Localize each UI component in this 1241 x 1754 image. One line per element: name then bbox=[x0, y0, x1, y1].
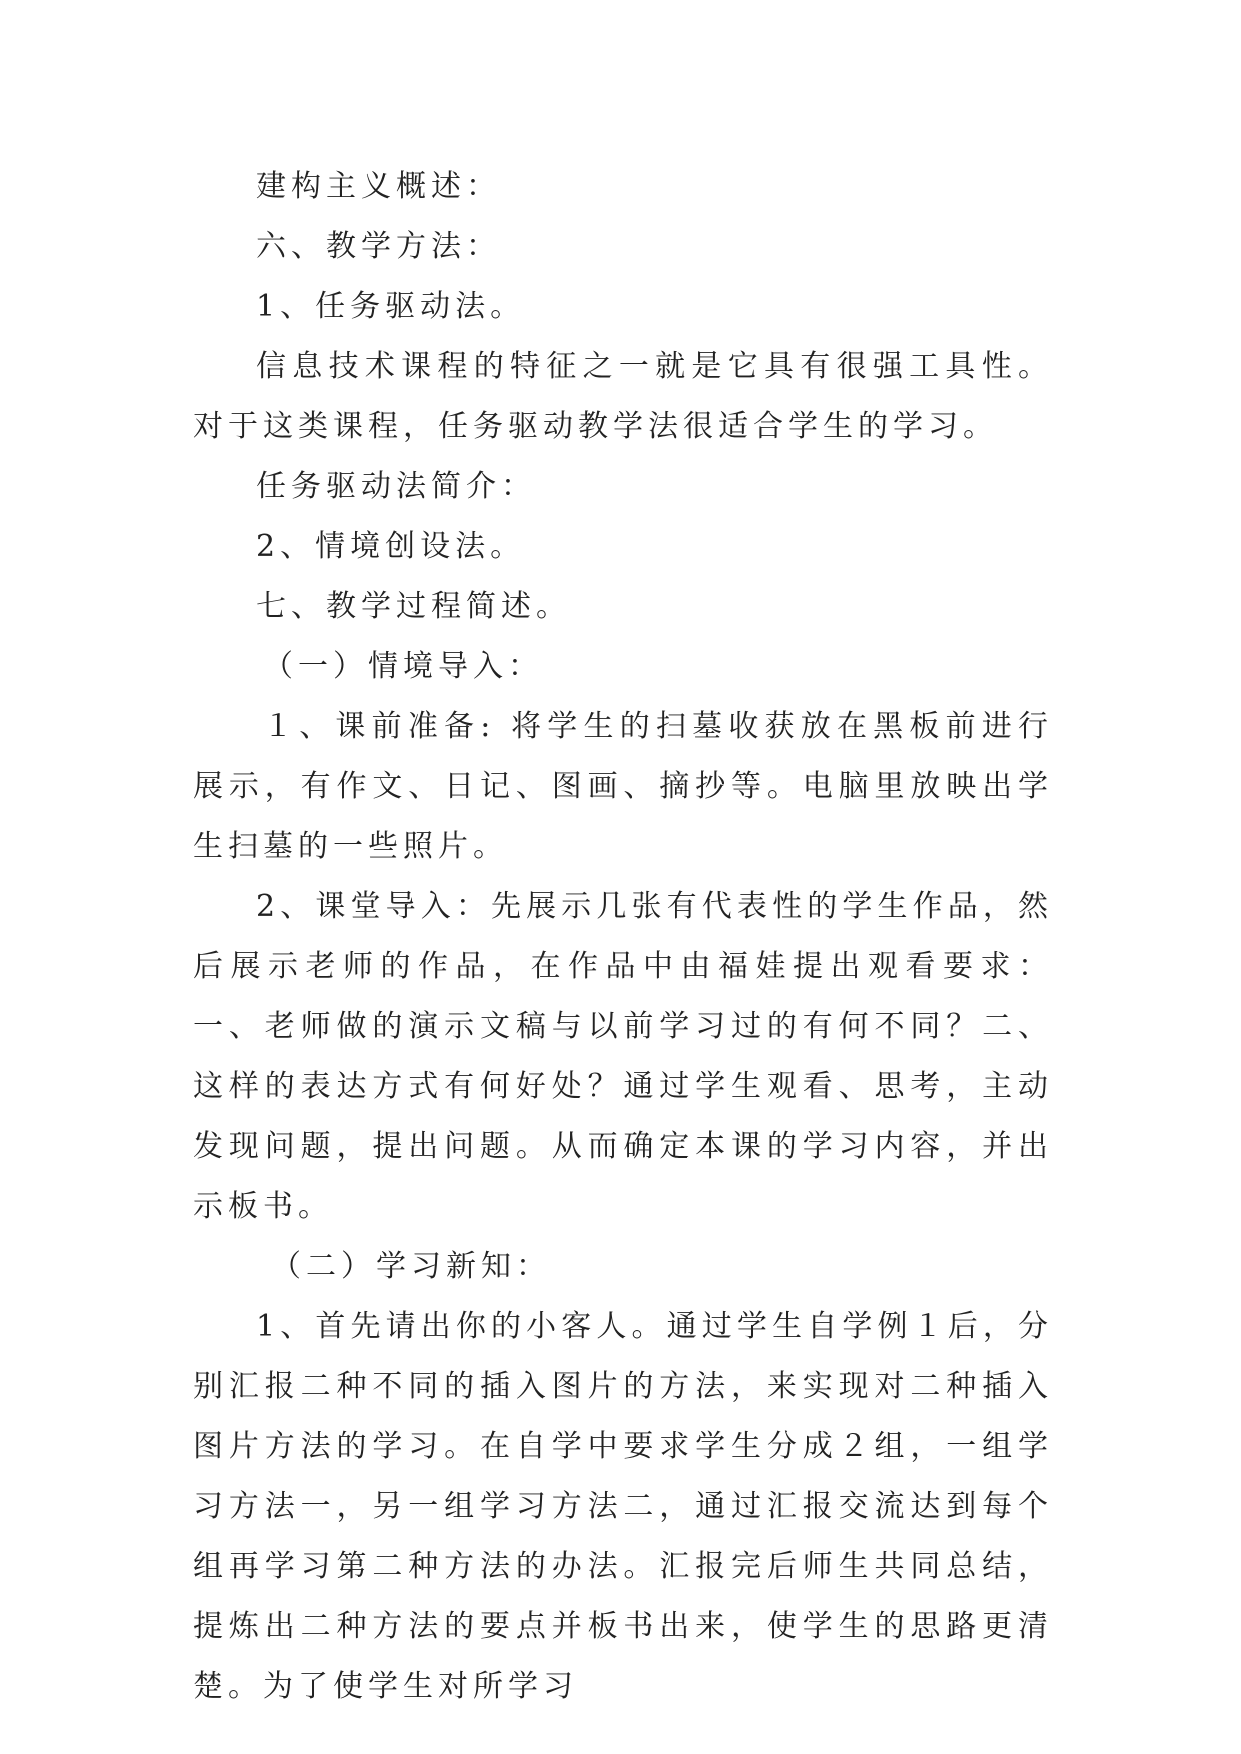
paragraph-it-course-feature: 信息技术课程的特征之一就是它具有很强工具性。对于这类课程，任务驱动教学法很适合学生的学习。 bbox=[193, 349, 1053, 444]
paragraph-first-guest: 1、首先请出你的小客人。通过学生自学例１后，分别汇报二种不同的插入图片的方法，来实现对二种插入图片方法的学习。在自学中要求学生分成２组，一组学习方法一，另一组学习方法二，通过汇报交流达到每个组再学习第二种方法的办法。汇报完后师生共同总结，提炼出二种方法的要点并板书出来，使学生的思路更清楚。为了使学生对所学习 bbox=[193, 1309, 1053, 1704]
document-body bbox=[193, 157, 1053, 1717]
subheading-situation-intro: （一）情境导入： bbox=[263, 649, 543, 684]
item-task-driven-method: 1、任务驱动法。 bbox=[256, 289, 526, 324]
paragraph-pre-class-prep: １、课前准备: 将学生的扫墓收获放在黑板前进行展示，有作文、日记、图画、摘抄等。电脑里放映出学生扫墓的一些照片。 bbox=[193, 709, 1053, 864]
paragraph-task-driven-intro: 任务驱动法简介： bbox=[256, 469, 536, 504]
item-situation-method: 2、情境创设法。 bbox=[256, 529, 526, 564]
subheading-new-knowledge: （二）学习新知： bbox=[271, 1249, 551, 1284]
heading-teaching-methods: 六、教学方法： bbox=[256, 229, 501, 264]
heading-teaching-process: 七、教学过程简述。 bbox=[256, 589, 571, 624]
paragraph-class-intro: 2、课堂导入：先展示几张有代表性的学生作品，然后展示老师的作品，在作品中由福娃提出观看要求：一、老师做的演示文稿与以前学习过的有何不同？二、这样的表达方式有何好处？通过学生观看、思考，主动发现问题，提出问题。从而确定本课的学习内容，并出示板书。 bbox=[193, 889, 1053, 1224]
paragraph-constructivism-overview: 建构主义概述： bbox=[256, 169, 501, 204]
